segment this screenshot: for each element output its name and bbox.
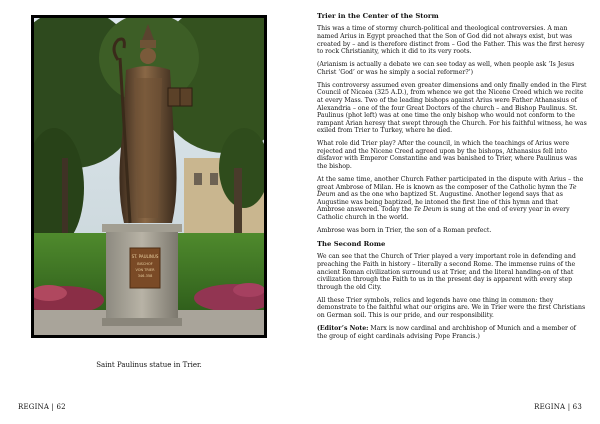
page-footer-left: REGINA | 62 <box>18 403 66 411</box>
right-page <box>300 0 600 424</box>
paragraph-te-deum <box>317 176 587 222</box>
section-heading-storm: Trier in the Center of the Storm <box>317 12 439 20</box>
article-body <box>317 12 587 345</box>
plaque-line-2: BISCHOF <box>137 262 153 266</box>
page-footer-right: REGINA | 63 <box>534 403 582 411</box>
paragraph: What role did Trier play? After the council, in which the teachings of Arius were rejected and the Nicene Creed agreed upon by the bishops, Athanasius fell into disfavor with Emperor Constantine and was banished to Trier, where Paulinus was the bishop. <box>317 140 577 171</box>
text-run: At the same time, another Church Father participated in the dispute with Arius – the great Ambrose of Milan. He is known as the composer of the Catholic hymn the <box>317 176 584 191</box>
plaque-line-1: ST. PAULINUS <box>131 254 159 259</box>
te-deum-title: Te Deum <box>317 183 577 199</box>
saint-paulinus-photo <box>31 15 267 338</box>
paragraph: This was a time of stormy church-political and theological controversies. A man named Arius in Egypt preached that the Son of God did not always exist, but was created by – and is therefore distinct from – God the Father. This was the first heresy to rock Christianity, which it did to its very roots. <box>317 25 585 56</box>
paragraph: (Arianism is actually a debate we can see today as well, when people ask ‘Is Jesus Christ ‘God’ or was he simply a social reformer?’) <box>317 61 575 76</box>
paragraph: All these Trier symbols, relics and legends have one thing in common: they demonstrate to the faithful what our origins are. We in Trier were the first Christians on German soil. This is our pride, and our responsibility. <box>317 296 586 319</box>
editors-note-label: (Editor’s Note: <box>317 324 369 332</box>
paragraph: Ambrose was born in Trier, the son of a Roman prefect. <box>317 227 492 234</box>
photo-caption: Saint Paulinus statue in Trier. <box>96 361 202 369</box>
editors-note-text: Marx is now cardinal and archbishop of Munich and a member of the group of eight cardinals advising Pope Francis.) <box>317 324 576 340</box>
paragraph: We can see that the Church of Trier played a very important role in defending and preaching the Faith in history – literally a second Rome. The immense ruins of the ancient Roman civilization surround us at Trier, and the literal handing-on of that civilization through the Faith to us in the present day is apparent with every step through the old City. <box>317 253 576 291</box>
plaque-line-3: VON TRIER <box>135 268 155 272</box>
text-run: and as the one who baptized St. Augustine. Another legend says that as Augustine was being baptized, he intoned the first line of this hymn and that Ambrose answered. Today the <box>317 191 563 214</box>
te-deum-title: Te Deum <box>413 206 442 214</box>
section-heading-second-rome: The Second Rome <box>317 239 386 248</box>
text-run: is sung at the end of every year in every Catholic church in the world. <box>317 206 570 222</box>
plaque-line-4: 346-358 <box>137 274 153 278</box>
editors-note <box>317 325 587 340</box>
paragraph: This controversy assumed even greater dimensions and only finally ended in the First Council of Nicaea (325 A.D.), from whence we get the Nicene Creed which we recite at every Mass. Two of the leading bishops against Arius were Father Athanasius of Alexandria – one of the four Great Doctors of the church – and Bishop Paulinus. St. Paulinus (phot left) was at one time the only bishop who would not conform to the rampant Arian heresy that swept through the Church. For his faithful witness, he was exiled from Trier to Turkey, where he died. <box>317 81 587 135</box>
statue-image <box>34 18 264 335</box>
